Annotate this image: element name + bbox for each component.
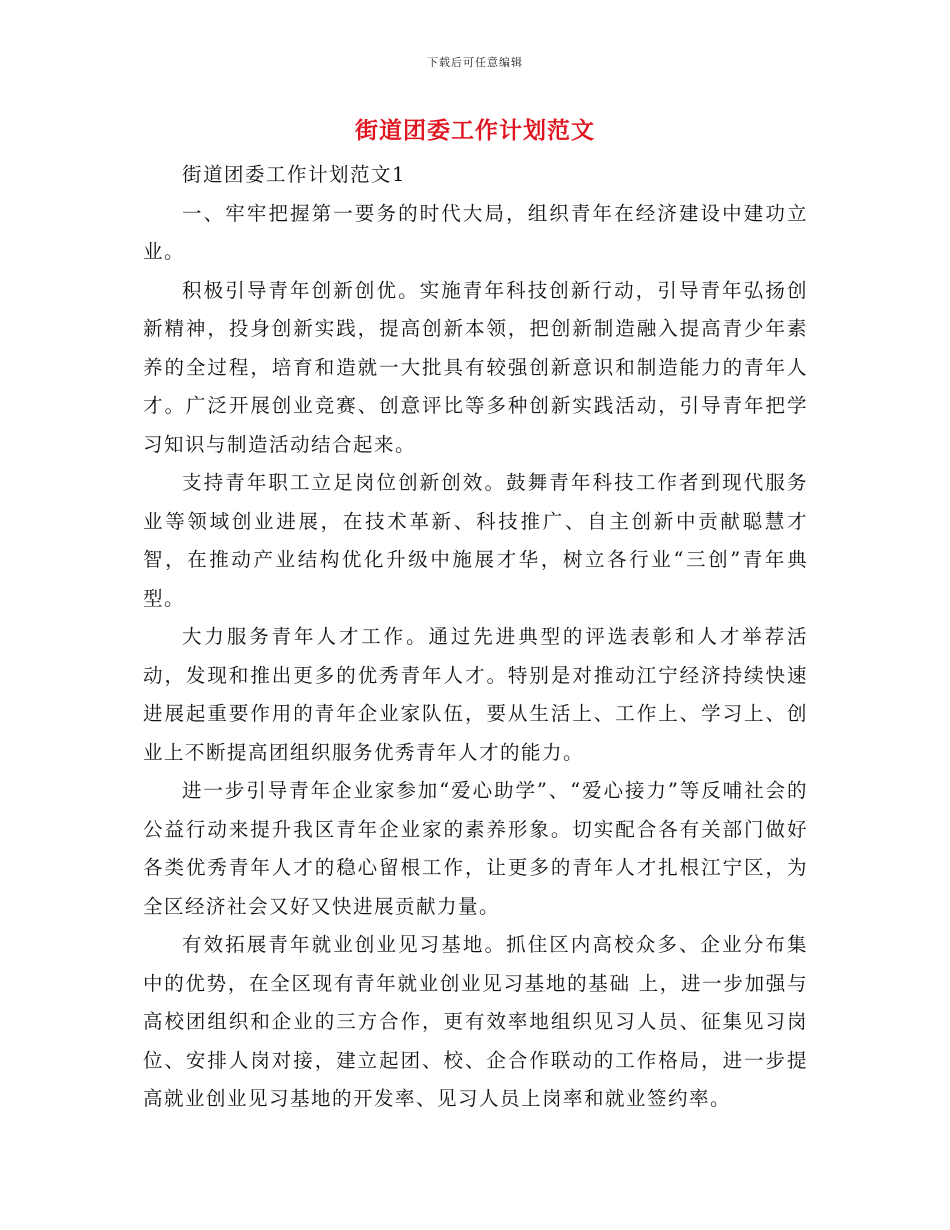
paragraph: 一、牢牢把握第一要务的时代大局，组织青年在经济建设中建功立业。	[143, 201, 808, 263]
document-title: 街道团委工作计划范文	[355, 117, 595, 144]
paragraph-subtitle: 街道团委工作计划范文1	[182, 163, 406, 186]
paragraph: 大力服务青年人才工作。通过先进典型的评选表彰和人才举荐活动，发现和推出更多的优秀青年人才。特别是对推动江宁经济持续快速进展起重要作用的青年企业家队伍，要从生活上、工作上、学习上、创业上不断提高团组织服务优秀青年人才的能力。	[143, 625, 808, 764]
paragraph: 支持青年职工立足岗位创新创效。鼓舞青年科技工作者到现代服务业等领域创业进展，在技术革新、科技推广、自主创新中贡献聪慧才智，在推动产业结构优化升级中施展才华，树立各行业“三创”青年典型。	[143, 471, 808, 610]
header-note: 下载后可任意编辑	[427, 56, 523, 69]
paragraph: 进一步引导青年企业家参加“爱心助学”、“爱心接力”等反哺社会的公益行动来提升我区青年企业家的素养形象。切实配合各有关部门做好各类优秀青年人才的稳心留根工作，让更多的青年人才扎根江宁区，为全区经济社会又好又快进展贡献力量。	[143, 779, 808, 918]
document-body	[143, 156, 808, 1119]
paragraph: 有效拓展青年就业创业见习基地。抓住区内高校众多、企业分布集中的优势，在全区现有青年就业创业见习基地的基础 上，进一步加强与高校团组织和企业的三方合作，更有效率地组织见习人员、征集见习岗位、安排人岗对接，建立起团、校、企合作联动的工作格局，进一步提高就业创业见习基地的开发率、见习人员上岗率和就业签约率。	[143, 933, 808, 1110]
paragraph: 积极引导青年创新创优。实施青年科技创新行动，引导青年弘扬创新精神，投身创新实践，提高创新本领，把创新制造融入提高青少年素养的全过程，培育和造就一大批具有较强创新意识和制造能力的青年人才。广泛开展创业竞赛、创意评比等多种创新实践活动，引导青年把学习知识与制造活动结合起来。	[143, 278, 808, 456]
